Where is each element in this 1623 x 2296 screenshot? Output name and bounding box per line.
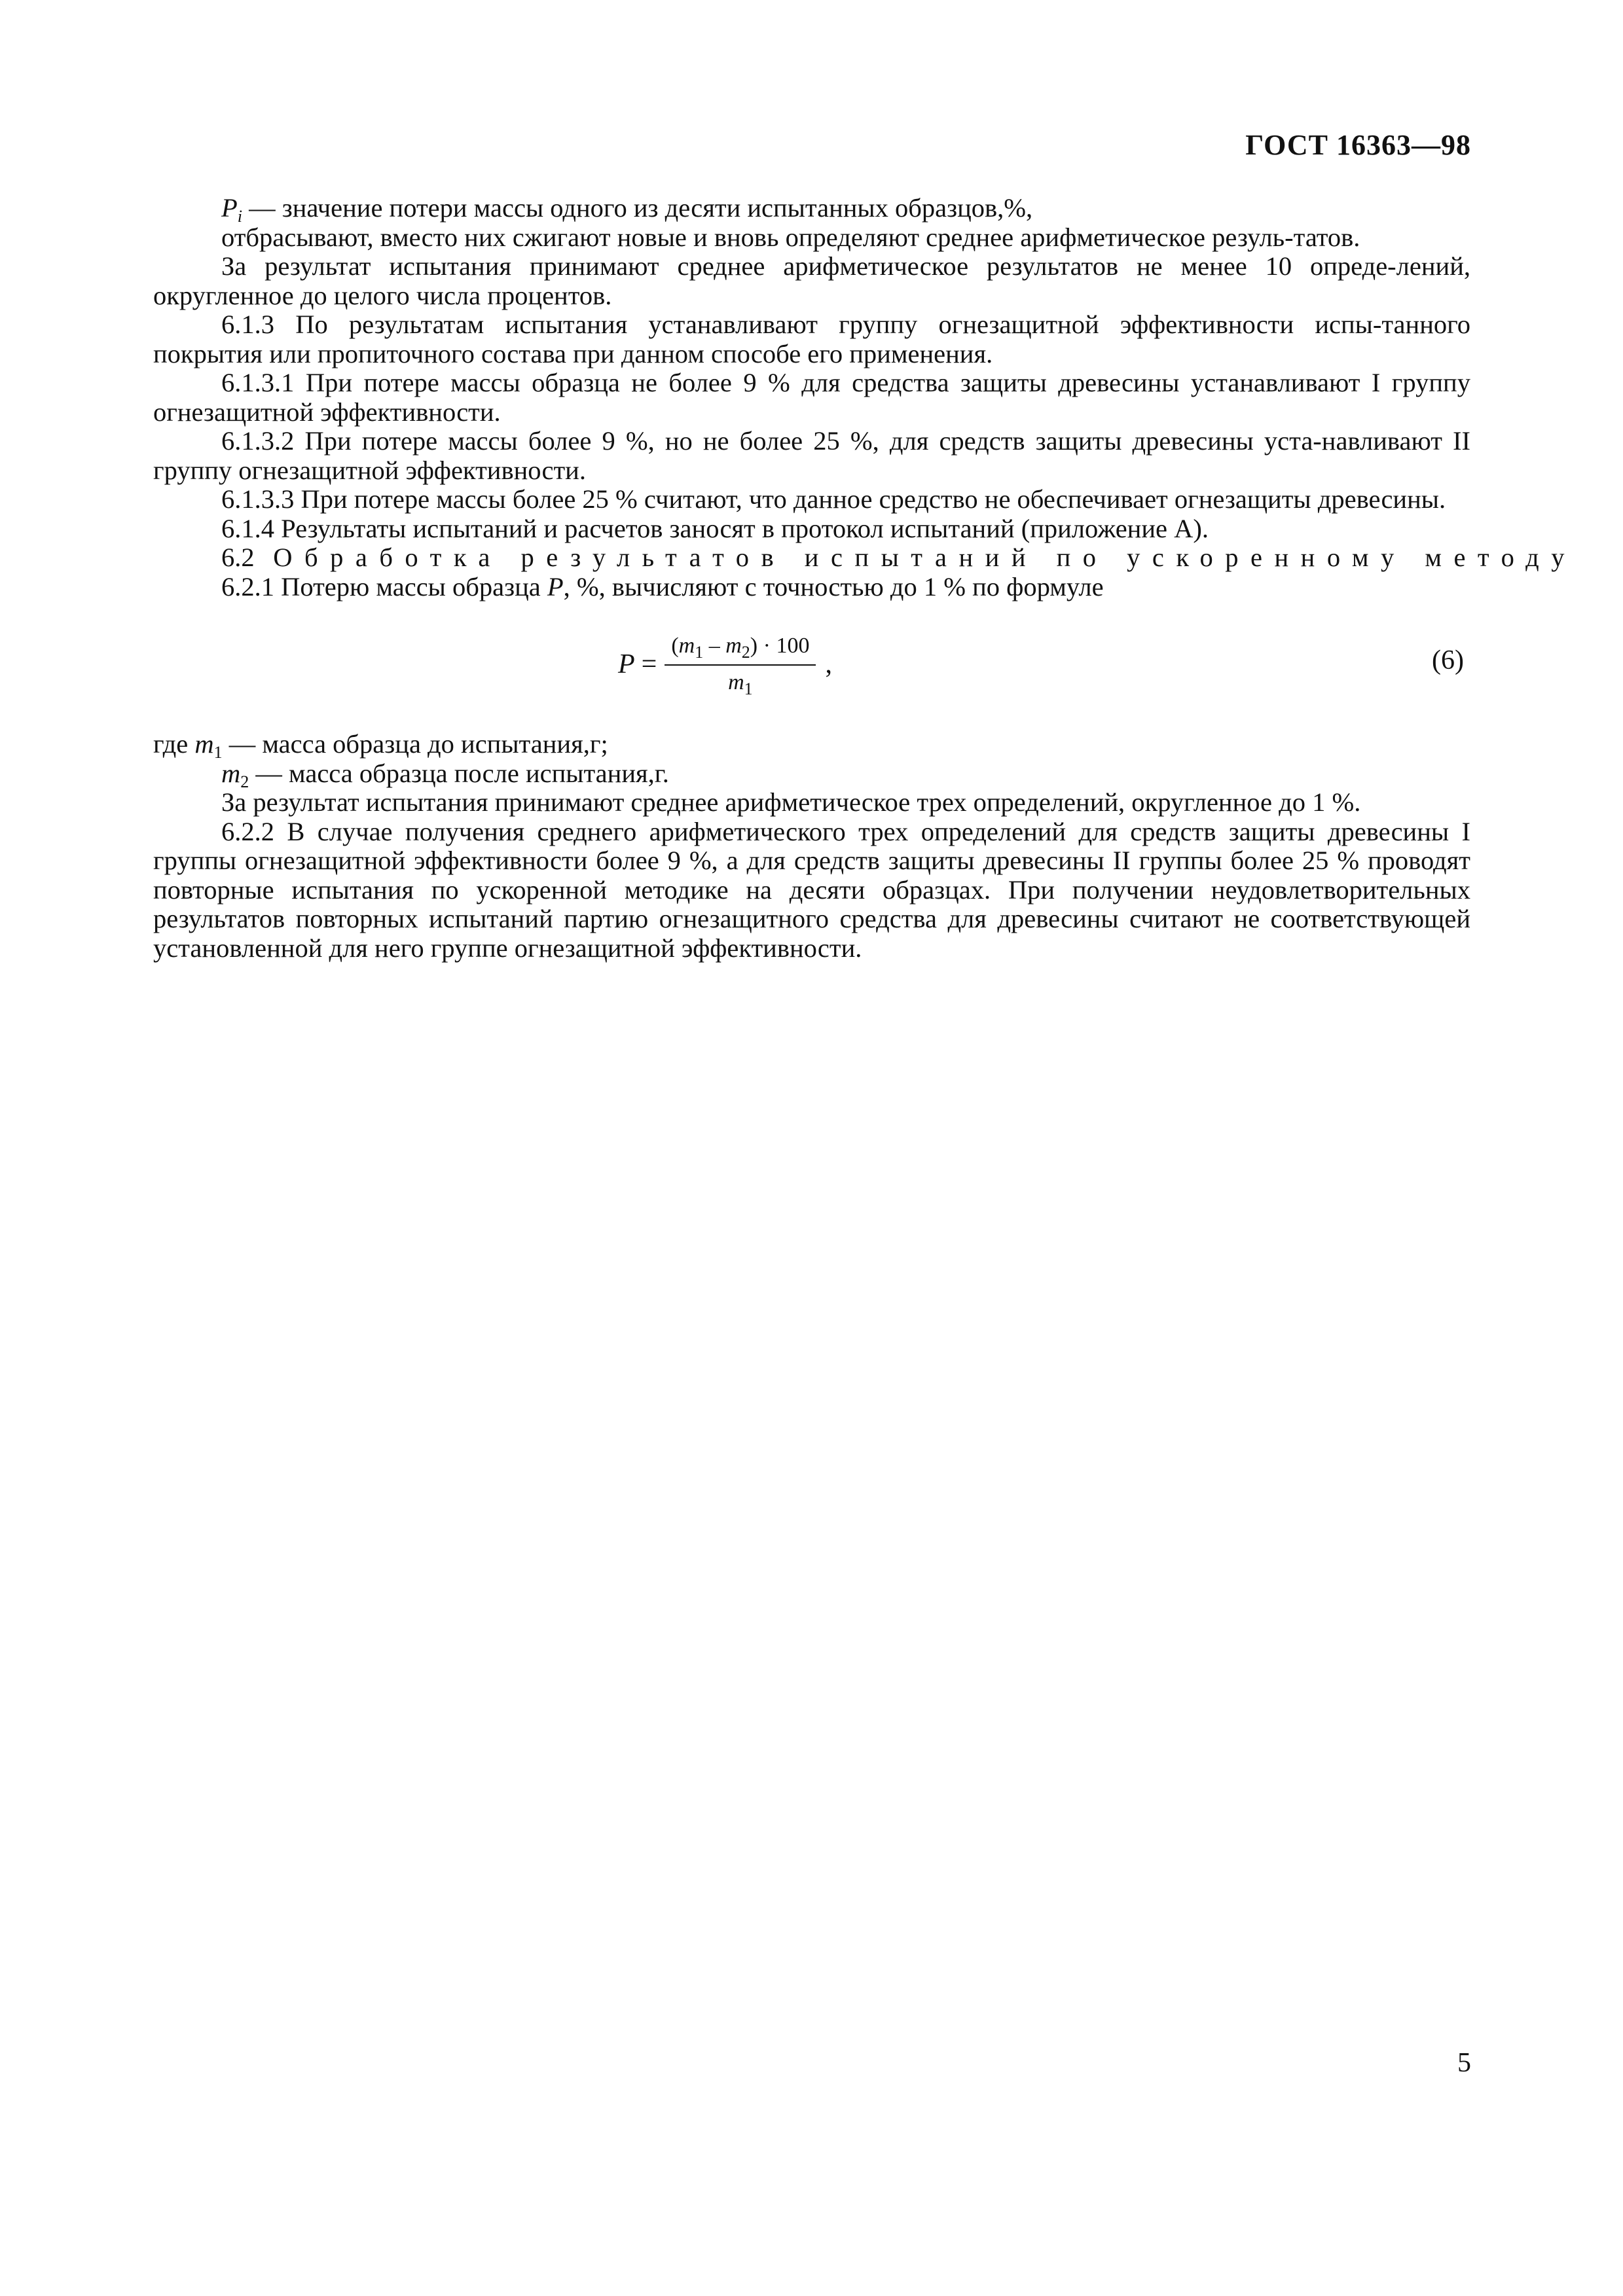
paragraph-discard: отбрасывают, вместо них сжигают новые и вновь определяют среднее арифметическое резуль-татов. [221, 222, 1360, 252]
paragraph-result-10: За результат испытания принимают среднее арифметическое результатов не менее 10 опреде-лений, округленное до целого числа процентов. [153, 251, 1470, 310]
page-content [153, 193, 1577, 963]
variable-p: Р [547, 571, 564, 601]
legend-pi-subscript: i [237, 207, 242, 226]
formula-lhs: P [618, 649, 635, 679]
legend-pi-symbol: P [221, 193, 238, 223]
section-6-2-number: 6.2 [221, 543, 255, 572]
paragraph-6-1-3: 6.1.3 По результатам испытания устанавливают группу огнезащитной эффективности испы-танного покрытия или пропиточного состава при данном способе его применения. [153, 310, 1470, 368]
legend-pi-text: — значение потери массы одного из десяти испытанных образцов,%, [242, 193, 1033, 223]
formula-equals: = [641, 649, 657, 679]
legend-m2: $m_2$ — масса образца после испытания,г. [221, 758, 669, 791]
formula-fraction [665, 633, 816, 696]
formula-6 [153, 621, 1470, 708]
paragraph-6-1-3-3: 6.1.3.3 При потере массы более 25 % считают, что данное средство не обеспечивает огнезащиты древесины. [221, 484, 1446, 514]
legend-pi [153, 193, 1470, 226]
formula-numerator: $(m_1 - m_2) \cdot 100$ [665, 633, 816, 666]
formula-expression [618, 621, 832, 708]
paragraph-6-1-3-1: 6.1.3.1 При потере массы образца не более 9 % для средства защиты древесины устанавливают I группу огнезащитной эффективности. [153, 368, 1470, 427]
legend-m1: где $m_1$ — масса образца до испытания,г; [153, 729, 608, 762]
paragraph-6-2-2: 6.2.2 В случае получения среднего арифметического трех определений для средств защиты древесины I группы огнезащитной эффективности более 9 %, а для средств защиты древесины II группы более 25 % проводят повторные испытания по ускоренной методике на десяти образцах. При получении неудовлетворительных результатов повторных испытаний партию огнезащитного средства для древесины считают не соответствующей установленной для него группе огнезащитной эффективности. [153, 816, 1470, 963]
paragraph-result-3: За результат испытания принимают среднее арифметическое трех определений, округленное до 1 %. [221, 787, 1361, 817]
paragraph-6-1-4: 6.1.4 Результаты испытаний и расчетов заносят в протокол испытаний (приложение А). [221, 513, 1209, 543]
page-number: 5 [1457, 2048, 1471, 2078]
section-6-2-heading [153, 543, 1577, 573]
section-6-2-title: Обработка результатов испытаний по ускоренному методу [273, 543, 1577, 572]
document-header: ГОСТ 16363—98 [1245, 129, 1471, 161]
paragraph-6-2-1: 6.2.1 Потерю массы образца Р, %, вычисляют с точностью до 1 % по формуле [221, 571, 1104, 601]
formula-comma: , [825, 649, 832, 679]
formula-number: (6) [1432, 645, 1464, 675]
paragraph-6-1-3-2: 6.1.3.2 При потере массы более 9 %, но не более 25 %, для средств защиты древесины уста-навливают II группу огнезащитной эффективности. [153, 426, 1470, 485]
formula-denominator: $m_1$ [728, 670, 753, 698]
